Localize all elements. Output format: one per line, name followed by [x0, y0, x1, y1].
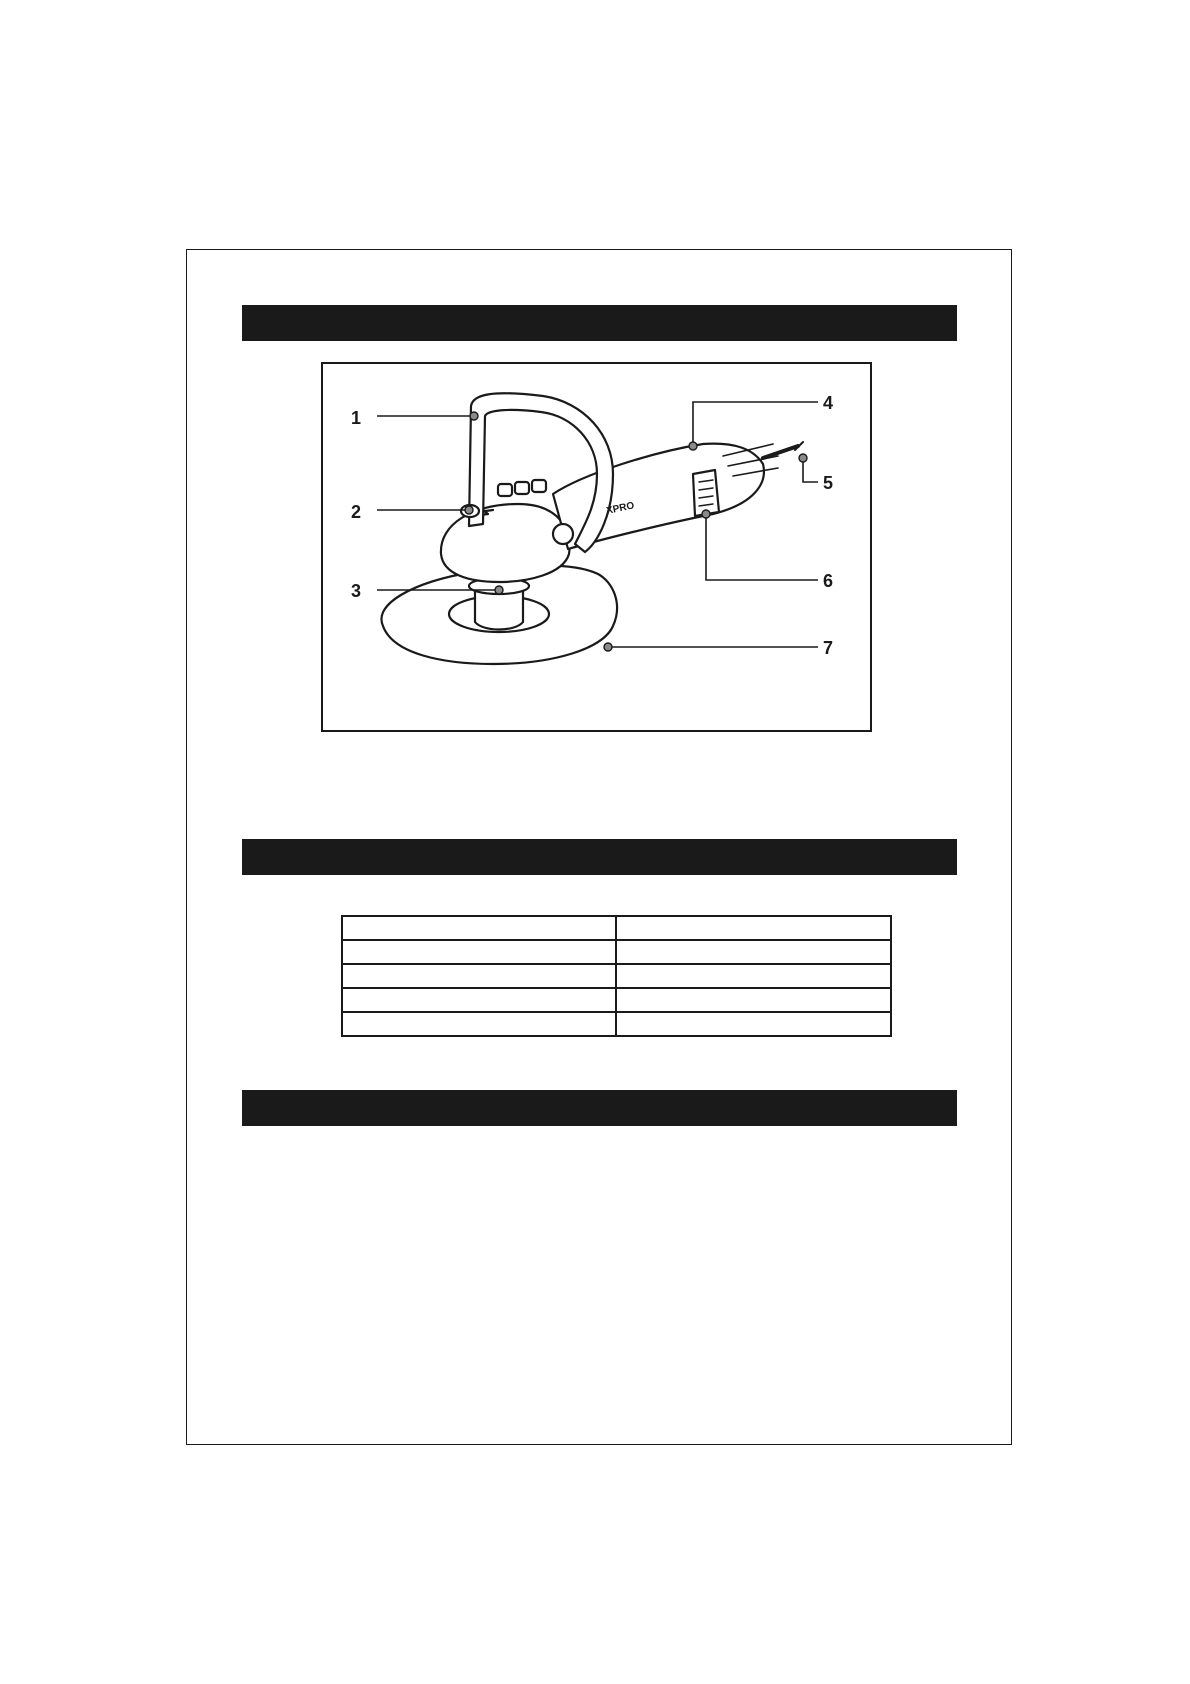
callout-dot-2: [465, 506, 473, 514]
callout-dot-1: [470, 412, 478, 420]
table-cell: [342, 964, 616, 988]
table-row: [342, 964, 891, 988]
callout-dot-4: [689, 442, 697, 450]
leader-4: [693, 402, 818, 446]
speed-dial: [693, 470, 719, 516]
spec-table: [341, 915, 892, 1037]
callout-dot-7: [604, 643, 612, 651]
table-row: [342, 916, 891, 940]
table-cell: [616, 988, 891, 1012]
table-cell: [342, 916, 616, 940]
callout-number-5: 5: [823, 473, 834, 493]
callout-number-2: 2: [351, 502, 362, 522]
callout-number-1: 1: [351, 408, 362, 428]
table-cell: [616, 1012, 891, 1036]
section-header-bar-2: [242, 839, 957, 875]
table-cell: [342, 1012, 616, 1036]
callout-dot-3: [495, 586, 503, 594]
table-row: [342, 940, 891, 964]
callout-dot-6: [702, 510, 710, 518]
polisher-illustration: [323, 364, 870, 730]
power-cord: [763, 446, 798, 458]
section-header-bar-1: [242, 305, 957, 341]
table-cell: [616, 940, 891, 964]
table-cell: [342, 940, 616, 964]
gear-head: [441, 504, 570, 582]
callout-number-6: 6: [823, 571, 834, 591]
callout-dot-5: [799, 454, 807, 462]
section-header-bar-3: [242, 1090, 957, 1126]
callout-number-3: 3: [351, 581, 362, 601]
product-figure: [321, 362, 872, 732]
callout-number-7: 7: [823, 638, 834, 658]
table-row: [342, 988, 891, 1012]
table-cell: [342, 988, 616, 1012]
brand-logo-text: XPRO: [605, 500, 636, 517]
table-cell: [616, 916, 891, 940]
table-cell: [616, 964, 891, 988]
leader-6: [706, 514, 818, 580]
table-row: [342, 1012, 891, 1036]
callout-number-4: 4: [823, 393, 834, 413]
